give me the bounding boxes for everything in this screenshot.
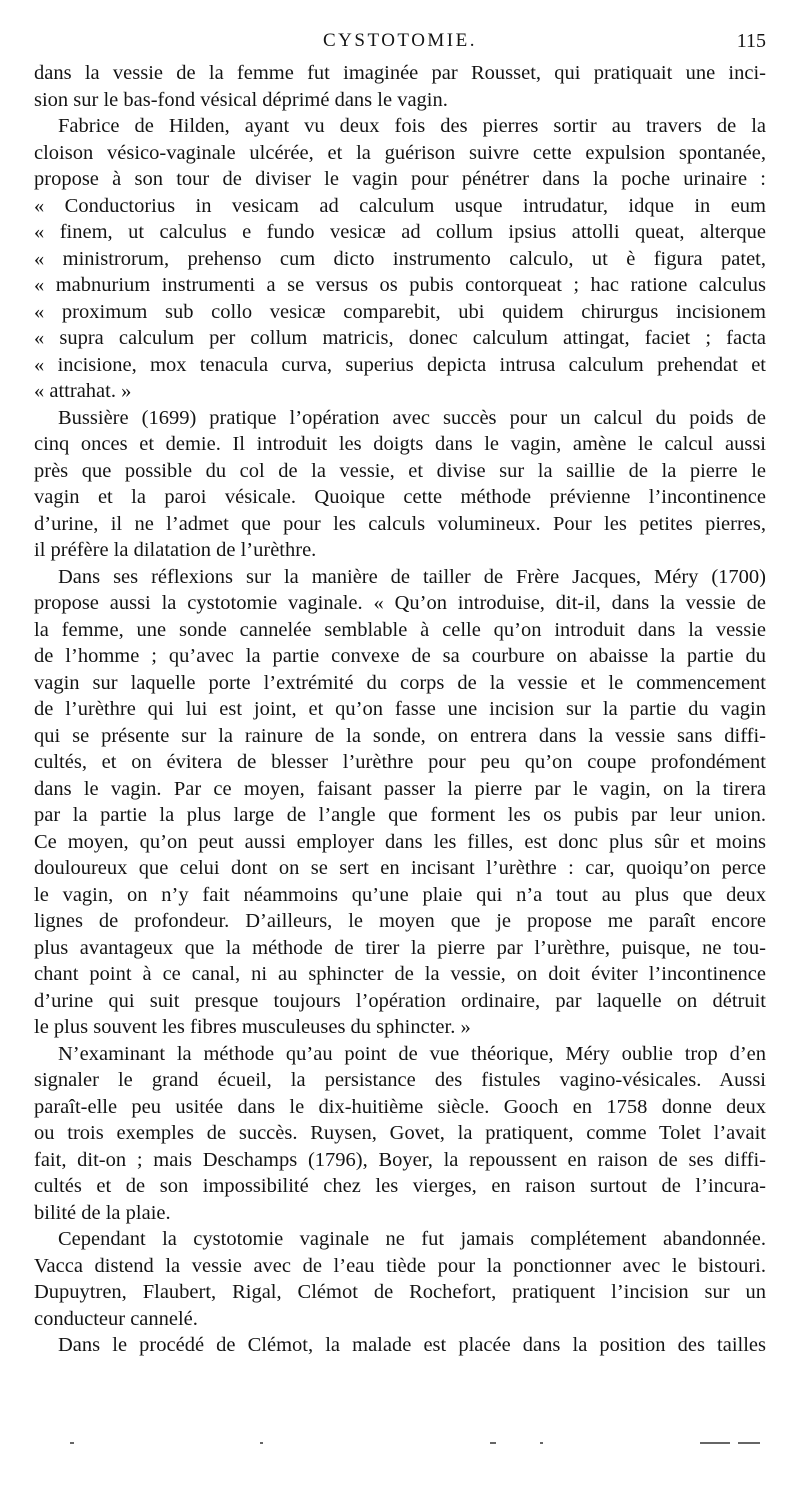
text-line: Cependant la cystotomie vaginale ne fut jamais complétement abandonnée.	[58, 1228, 766, 1250]
text-line: le vagin, on n’y fait néammoins qu’une plaie qui n’a tout au plus que deux	[34, 883, 766, 906]
text-line: ou trois exemples de succès. Ruysen, Govet, la pratiquent, comme Tolet l’avait	[34, 1122, 766, 1144]
text-line: fait, dit-on ; mais Deschamps (1796), Boyer, la repoussent en raison de ses diffi-	[34, 1148, 766, 1171]
body-text	[34, 60, 766, 1359]
text-line: « proximum sub collo vesicæ comparebit, ubi quidem chirurgus incisionem	[34, 300, 766, 323]
text-line: qui se présente sur la rainure de la sonde, on entrera dans la vessie sans diffi-	[34, 724, 766, 747]
text-line: de l’urèthre qui lui est joint, et qu’on fasse une incision sur la partie du vagin	[34, 698, 766, 720]
text-line: Dans ses réflexions sur la manière de tailler de Frère Jacques, Méry (1700)	[58, 565, 766, 588]
page-number: 115	[736, 30, 766, 52]
text-line: vagin et la paroi vésicale. Quoique cette méthode prévienne l’incontinence	[34, 486, 766, 508]
text-line: « Conductorius in vesicam ad calculum usque intrudatur, idque in eum	[34, 194, 766, 217]
text-line: lignes de profondeur. D’ailleurs, le moyen que je propose me paraît encore	[34, 910, 766, 932]
text-line: Dupuytren, Flaubert, Rigal, Clémot de Rochefort, pratiquent l’incision sur un	[34, 1281, 766, 1303]
text-line: signaler le grand écueil, la persistance des fistules vagino-vésicales. Aussi	[34, 1069, 766, 1091]
text-line: chant point à ce canal, ni au sphincter de la vessie, on doit éviter l’incontinence	[34, 963, 766, 985]
text-line: « mabnurium instrumenti a se versus os pubis contorqueat ; hac ratione calculus	[34, 274, 766, 296]
text-line: sion sur le bas-fond vésical déprimé dans le vagin.	[34, 88, 448, 111]
text-line: Bussière (1699) pratique l’opération avec succès pour un calcul du poids de	[58, 406, 766, 429]
text-line: il préfère la dilatation de l’urèthre.	[34, 539, 317, 561]
text-line: « finem, ut calculus e fundo vesicæ ad collum ipsius attolli queat, alterque	[34, 221, 766, 243]
text-line: propose aussi la cystotomie vaginale. « Qu’on introduise, dit-il, dans la vessie de	[34, 592, 766, 614]
text-line: plus avantageux que la méthode de tirer la pierre par l’urèthre, puisque, ne tou-	[34, 936, 766, 959]
text-line: près que possible du col de la vessie, et divise sur la saillie de la pierre le	[34, 459, 766, 482]
text-line: d’urine qui suit presque toujours l’opération ordinaire, par laquelle on détruit	[34, 989, 766, 1012]
text-line: par la partie la plus large de l’angle que forment les os pubis par leur union.	[34, 804, 766, 826]
text-line: « incisione, mox tenacula curva, superius depicta intrusa calculum prehendat et	[34, 353, 766, 376]
text-line: paraît-elle peu usitée dans le dix-huitième siècle. Gooch en 1758 donne deux	[34, 1095, 766, 1118]
running-head	[34, 30, 766, 56]
text-line: bilité de la plaie.	[34, 1201, 171, 1224]
text-line: de l’homme ; qu’avec la partie convexe de sa courbure on abaisse la partie du	[34, 645, 766, 667]
text-line: douloureux que celui dont on se sert en incisant l’urèthre : car, quoiqu’on perce	[34, 857, 766, 879]
text-line: cloison vésico-vaginale ulcérée, et la guérison suivre cette expulsion spontanée,	[34, 141, 766, 164]
text-line: « supra calculum per collum matricis, donec calculum attingat, faciet ; facta	[34, 327, 766, 349]
running-title: CYSTOTOMIE.	[322, 30, 477, 51]
text-line: cultés, et on évitera de blesser l’urèthre pour peu qu’on coupe profondément	[34, 751, 766, 773]
text-line: dans le vagin. Par ce moyen, faisant passer la pierre par le vagin, on la tirera	[34, 777, 766, 800]
text-line: conducteur cannelé.	[34, 1307, 198, 1330]
text-line: cultés et de son impossibilité chez les vierges, en raison surtout de l’incura-	[34, 1175, 766, 1197]
text-line: « ministrorum, prehenso cum dicto instrumento calculo, ut è figura patet,	[34, 247, 766, 270]
text-line: vagin sur laquelle porte l’extrémité du corps de la vessie et le commencement	[34, 671, 766, 694]
text-line: Dans le procédé de Clémot, la malade est placée dans la position des tailles	[58, 1334, 766, 1356]
text-line: Vacca distend la vessie avec de l’eau tiède pour la ponctionner avec le bistouri.	[34, 1254, 766, 1277]
text-line: la femme, une sonde cannelée semblable à celle qu’on introduit dans la vessie	[34, 618, 766, 641]
text-line: dans la vessie de la femme fut imaginée par Rousset, qui pratiquait une inci-	[34, 62, 766, 84]
text-line: propose à son tour de diviser le vagin pour pénétrer dans la poche urinaire :	[34, 168, 766, 190]
text-line: Fabrice de Hilden, ayant vu deux fois des pierres sortir au travers de la	[58, 115, 766, 137]
text-line: « attrahat. »	[34, 380, 132, 402]
text-line: d’urine, il ne l’admet que pour les calculs volumineux. Pour les petites pierres,	[34, 512, 766, 535]
text-line: cinq onces et demie. Il introduit les doigts dans le vagin, amène le calcul aussi	[34, 433, 766, 455]
text-line: le plus souvent les fibres musculeuses du sphincter. »	[34, 1016, 471, 1038]
text-line: Ce moyen, qu’on peut aussi employer dans les filles, est donc plus sûr et moins	[34, 830, 766, 853]
scan-bottom-marks	[60, 1442, 760, 1448]
text-line: N’examinant la méthode qu’au point de vue théorique, Méry oublie trop d’en	[58, 1042, 766, 1065]
